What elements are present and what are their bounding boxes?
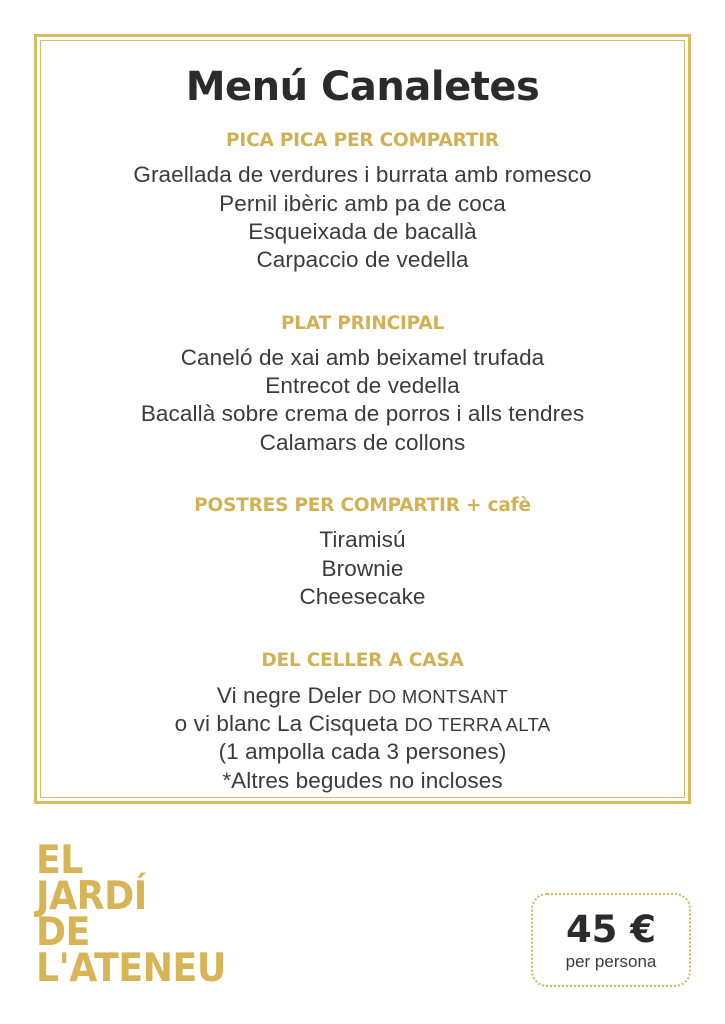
section-heading-text: DEL CELLER A CASA xyxy=(261,650,464,672)
section-heading-text: PICA PICA PER COMPARTIR xyxy=(226,130,499,151)
menu-item xyxy=(61,526,664,554)
brand-logo xyxy=(36,838,240,991)
menu-item-text: Carpaccio de vedella xyxy=(256,247,469,273)
menu-item xyxy=(61,344,664,372)
section-heading-del-celler-a-casa xyxy=(61,650,664,672)
menu-item xyxy=(61,682,664,710)
menu-item xyxy=(61,429,664,457)
section-items-del-celler-a-casa xyxy=(61,673,664,795)
menu-item-text: Brownie xyxy=(321,555,404,581)
price-caption: per persona xyxy=(565,951,657,971)
section-heading-text: PLAT PRINCIPAL xyxy=(280,312,445,334)
brand-logo-line: JARDÍ xyxy=(36,873,147,919)
menu-item xyxy=(61,161,664,189)
menu-item-text: Calamars de collons xyxy=(259,429,466,455)
menu-item-text: Graellada de verdures i burrata amb romesco xyxy=(133,162,592,188)
menu-item-note: DO TERRA ALTA xyxy=(404,713,551,735)
section-heading-plat-principal xyxy=(61,313,664,335)
menu-item-text: Tiramisú xyxy=(319,527,406,553)
menu-section-del-celler-a-casa xyxy=(61,611,664,795)
section-heading-postres xyxy=(61,495,664,517)
menu-item xyxy=(61,555,664,583)
menu-item xyxy=(61,400,664,428)
menu-item-text: o vi blanc La Cisqueta xyxy=(174,710,405,736)
menu-item-note: DO MONTSANT xyxy=(368,685,509,707)
menu-item-text: Vi negre Deler xyxy=(216,682,369,708)
menu-item-text: Bacallà sobre crema de porros i alls tendres xyxy=(140,401,585,427)
brand-logo-line: L'ATENEU xyxy=(36,945,226,991)
menu-item xyxy=(61,710,664,738)
menu-item-text: (1 ampolla cada 3 persones) xyxy=(218,739,507,765)
section-heading-pica-pica xyxy=(61,130,664,152)
section-items-plat-principal xyxy=(61,335,664,457)
menu-item-text: *Altres begudes no incloses xyxy=(222,767,503,793)
menu-item-text: Pernil ibèric amb pa de coca xyxy=(219,190,506,216)
menu-frame xyxy=(34,34,691,804)
section-items-postres xyxy=(61,517,664,611)
page-title: Menú Canaletes xyxy=(185,64,540,110)
section-items-pica-pica xyxy=(61,152,664,274)
menu-section-plat-principal xyxy=(61,275,664,458)
section-heading-suffix: + cafè xyxy=(459,495,531,517)
menu-item-text: Cheesecake xyxy=(299,584,426,609)
menu-item xyxy=(61,583,664,611)
menu-item-text: Esqueixada de bacallà xyxy=(248,218,477,244)
menu-item xyxy=(61,738,664,766)
section-heading-text: POSTRES PER COMPARTIR xyxy=(194,495,460,517)
menu-item xyxy=(61,372,664,400)
price-badge xyxy=(531,893,691,987)
menu-item-text: Caneló de xai amb beixamel trufada xyxy=(180,344,545,370)
brand-logo-line: EL xyxy=(36,838,83,883)
brand-logo-line: DE xyxy=(36,909,90,955)
menu-item xyxy=(61,218,664,246)
menu-section-pica-pica xyxy=(61,109,664,275)
price-amount: 45 € xyxy=(565,907,657,951)
menu-item-text: Entrecot de vedella xyxy=(265,373,460,399)
menu-item xyxy=(61,190,664,218)
menu-item xyxy=(61,246,664,274)
menu-item xyxy=(61,767,664,795)
menu-section-postres xyxy=(61,457,664,611)
menu-content xyxy=(37,37,688,795)
